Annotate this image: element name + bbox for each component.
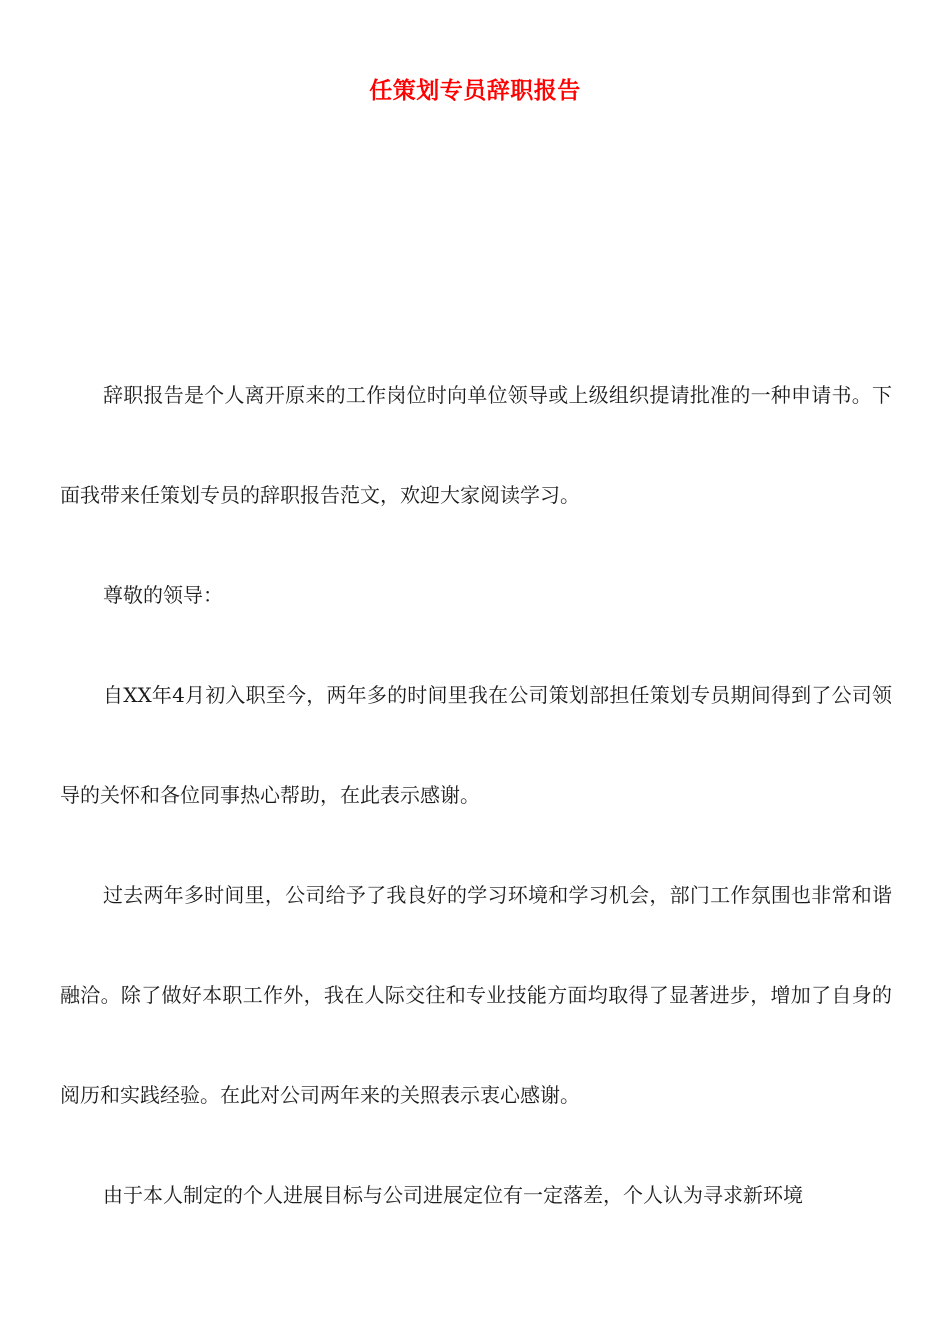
paragraph-salutation: 尊敬的领导： — [103, 583, 223, 607]
document-title: 任策划专员辞职报告 — [369, 78, 581, 104]
paragraph-gratitude: 过去两年多时间里，公司给予了我良好的学习环境和学习机会，部门工作氛围也非常和谐融洽。除了做好本职工作外，我在人际交往和专业技能方面均取得了显著进步，增加了自身的阅历和实践经验。在此对公司两年来的关照表示衷心感谢。 — [60, 883, 892, 1107]
paragraph-intro: 辞职报告是个人离开原来的工作岗位时向单位领导或上级组织提请批准的一种申请书。下面我带来任策划专员的辞职报告范文，欢迎大家阅读学习。 — [60, 383, 892, 507]
paragraph-reason: 由于本人制定的个人进展目标与公司进展定位有一定落差，个人认为寻求新环境 — [103, 1183, 803, 1207]
document-body — [60, 345, 892, 1245]
paragraph-employment: 自XX年4月初入职至今，两年多的时间里我在公司策划部担任策划专员期间得到了公司领导的关怀和各位同事热心帮助，在此表示感谢。 — [60, 683, 892, 807]
